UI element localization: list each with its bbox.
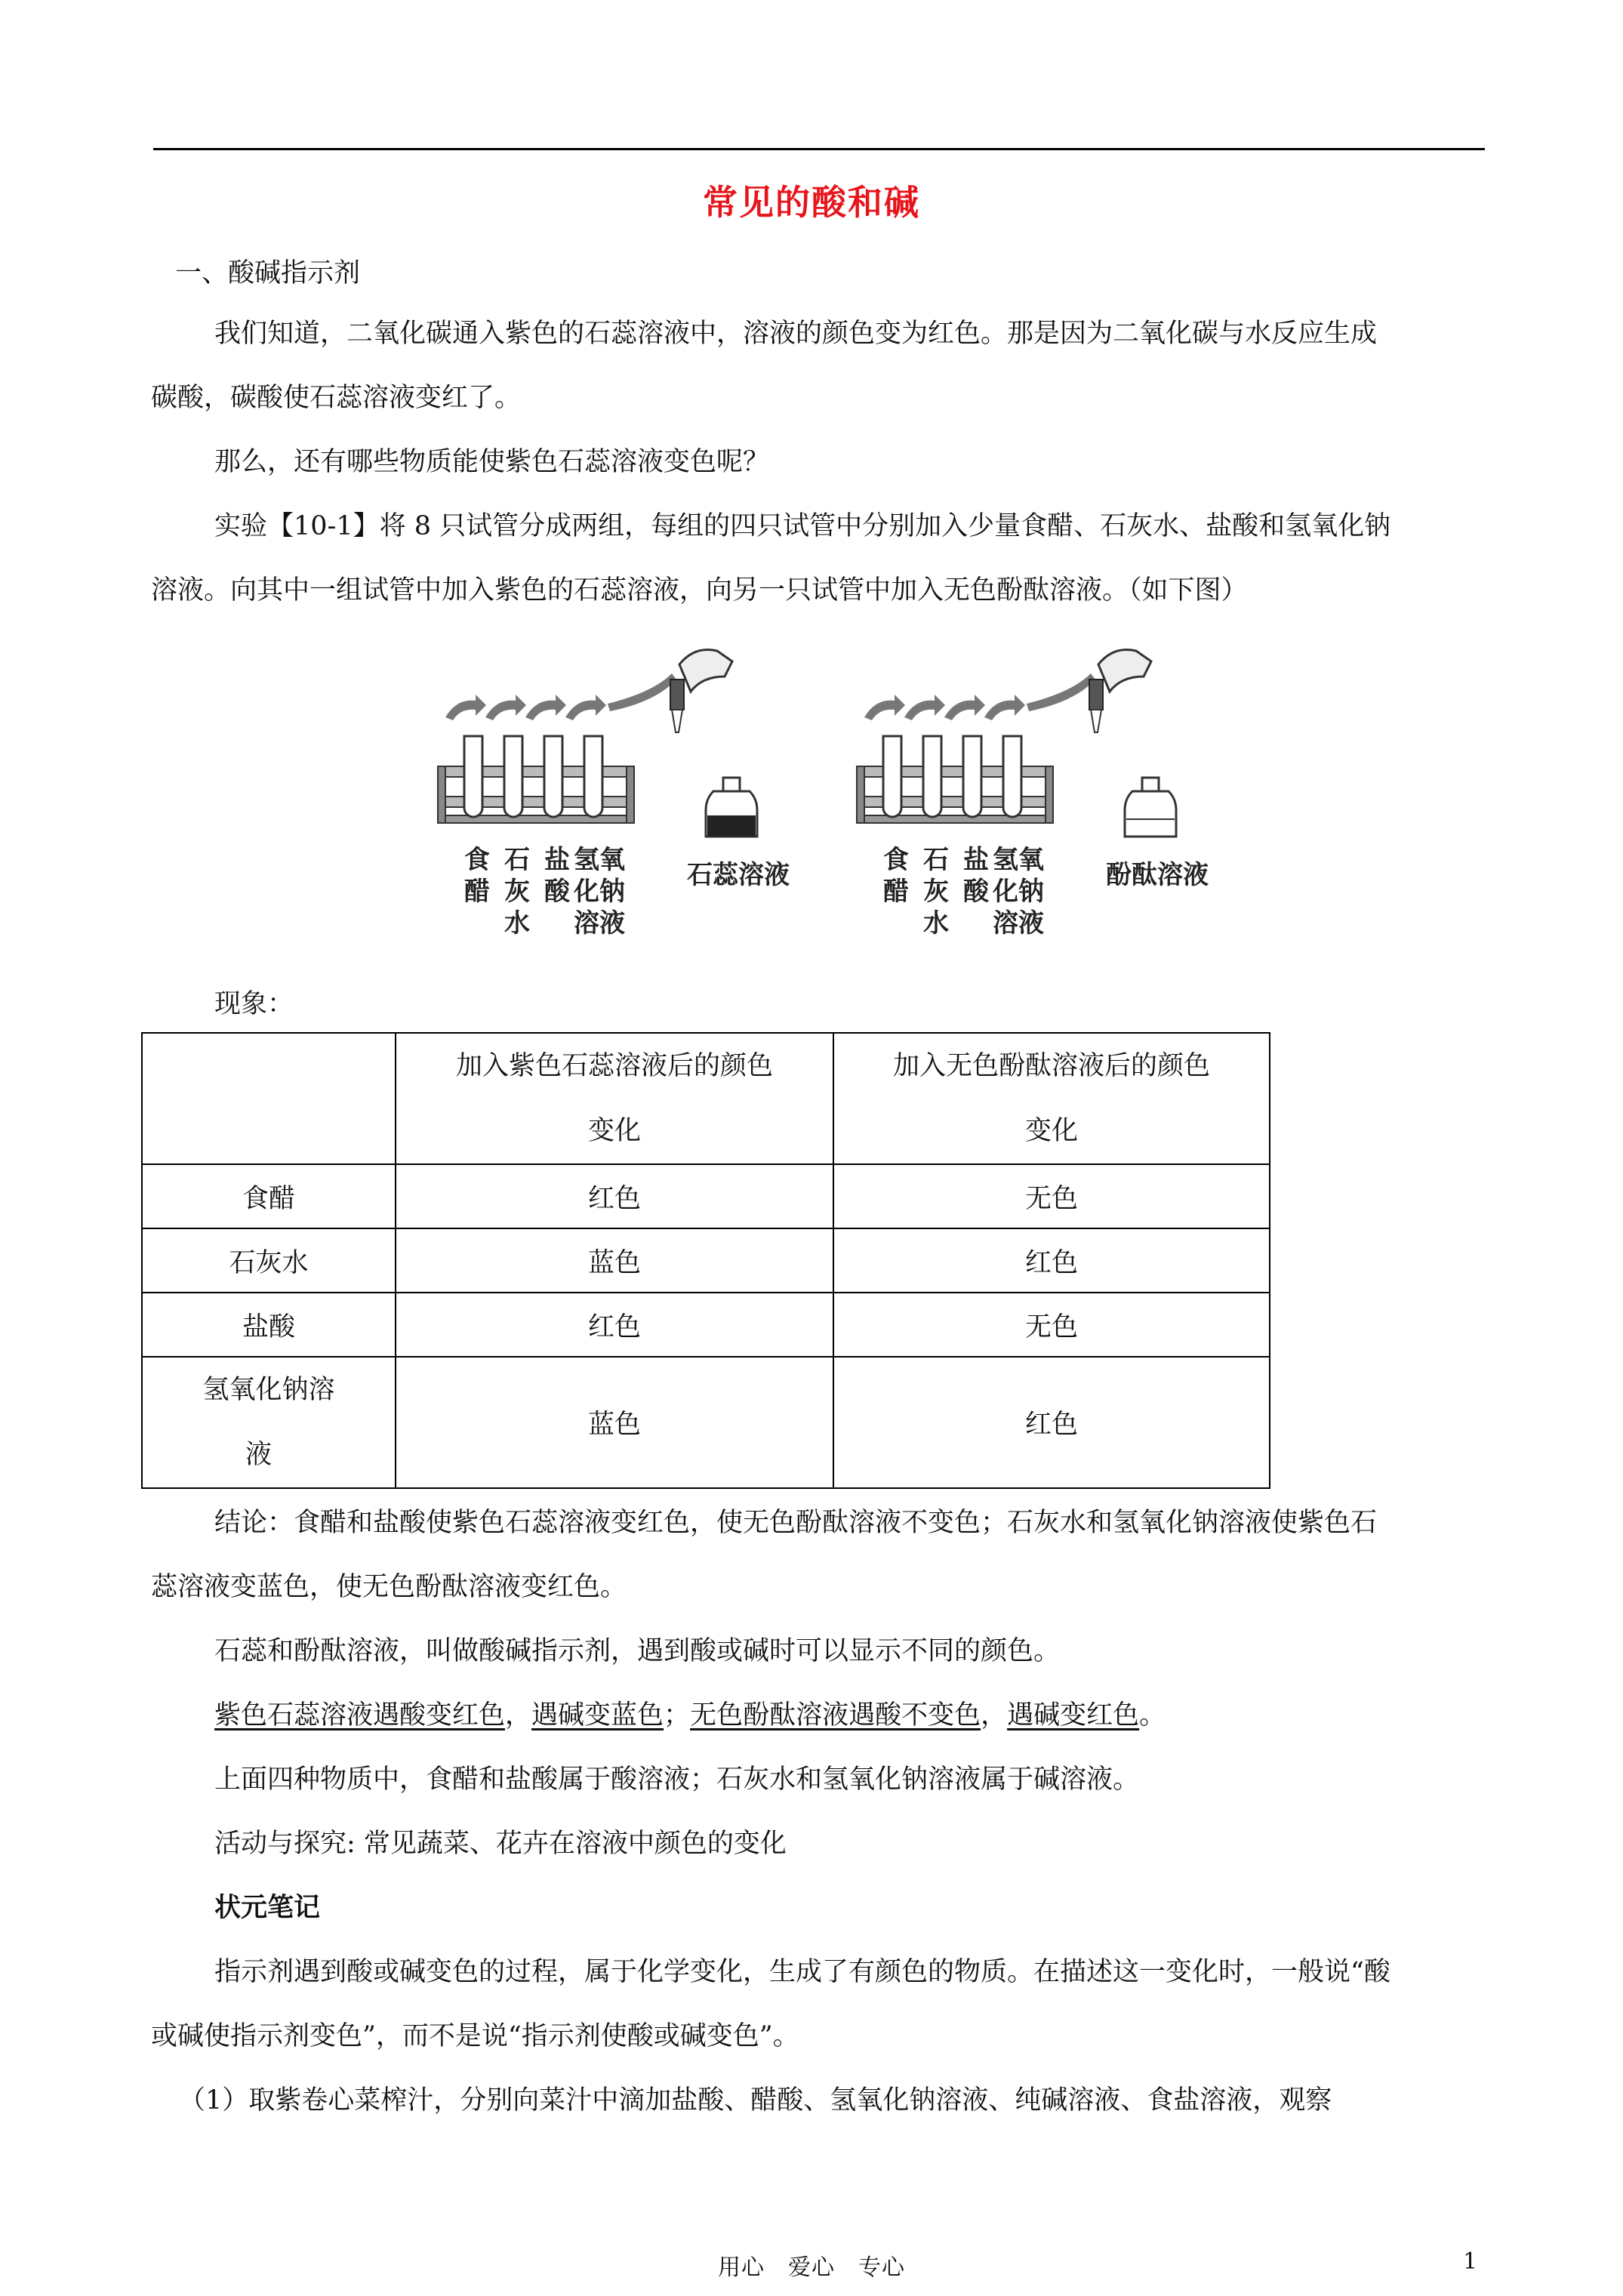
left-tube1-label-b: 醋	[464, 877, 490, 907]
phenolphthalein-bottle-icon	[1125, 778, 1176, 837]
table-header-litmus-line1: 加入紫色石蕊溶液后的颜色	[455, 1051, 773, 1081]
indicator-definition: 石蕊和酚酞溶液，叫做酸碱指示剂，遇到酸或碱时可以显示不同的颜色。	[214, 1636, 1061, 1666]
header-rule	[153, 148, 1485, 150]
left-tube2-label-b: 灰	[504, 877, 530, 907]
left-group	[438, 649, 790, 938]
left-arrows-icon	[445, 673, 676, 720]
table-cell-litmus: 红色	[396, 1293, 833, 1357]
conclusion-line1: 结论：食醋和盐酸使紫色石蕊溶液变红色，使无色酚酞溶液不变色；石灰水和氢氧化钠溶液使紫色石	[214, 1508, 1378, 1538]
table-cell-substance-line1: 氢氧化钠溶	[202, 1375, 335, 1405]
right-group	[857, 649, 1209, 938]
right-tube2-label-c: 水	[923, 908, 949, 938]
notes-line1: 指示剂遇到酸或碱变色的过程，属于化学变化，生成了有颜色的物质。在描述这一变化时，一般说“酸	[214, 1957, 1390, 1987]
table-row	[142, 1293, 1270, 1357]
table-cell-substance: 石灰水	[142, 1228, 396, 1293]
left-tube2-label-c: 水	[504, 908, 530, 938]
paragraph-question: 那么，还有哪些物质能使紫色石蕊溶液变色呢？	[214, 447, 770, 477]
right-arrows-icon	[864, 673, 1095, 720]
left-tube1-label-a: 食	[464, 845, 490, 875]
right-tube1-label-a: 食	[883, 845, 909, 875]
summary-phenol-base: 遇碱变红色	[1007, 1700, 1140, 1730]
right-tube3-label-b: 酸	[963, 877, 989, 907]
table-cell-phenol: 无色	[833, 1293, 1270, 1357]
right-tube2-label-b: 灰	[923, 877, 949, 907]
left-tube4-label-c: 溶液	[574, 908, 625, 938]
table-row	[142, 1357, 1270, 1488]
right-hand-dropper-icon	[1089, 649, 1151, 732]
table-cell-substance	[142, 1357, 396, 1488]
summary-sep: ，	[505, 1700, 532, 1730]
table-header-empty	[142, 1033, 396, 1164]
paragraph-intro-line2: 碳酸，碳酸使石蕊溶液变红了。	[151, 383, 522, 413]
table-cell-phenol: 无色	[833, 1164, 1270, 1228]
table-cell-phenol: 红色	[833, 1357, 1270, 1488]
page-title: 常见的酸和碱	[703, 182, 920, 223]
table-cell-phenol: 红色	[833, 1228, 1270, 1293]
summary-end: 。	[1139, 1700, 1166, 1730]
activity-heading: 活动与探究: 常见蔬菜、花卉在溶液中颜色的变化	[214, 1829, 787, 1859]
right-tube4-label-a: 氢氧	[993, 845, 1044, 875]
left-tube4-label-a: 氢氧	[574, 845, 625, 875]
summary-sep: ，	[981, 1700, 1008, 1730]
right-tube1-label-b: 醋	[883, 877, 909, 907]
left-tube3-label-a: 盐	[544, 845, 570, 875]
litmus-bottle-label: 石蕊溶液	[687, 860, 790, 890]
right-tube3-label-a: 盐	[963, 845, 989, 875]
table-header-phenol-line2: 变化	[1024, 1116, 1078, 1146]
indicator-summary	[214, 1699, 1166, 1732]
page-number: 1	[1463, 2248, 1478, 2275]
left-tube2-label-a: 石	[504, 845, 530, 875]
table-header-phenol	[833, 1033, 1270, 1164]
left-hand-dropper-icon	[670, 649, 732, 732]
litmus-bottle-icon	[706, 778, 757, 837]
conclusion-line2: 蕊溶液变蓝色，使无色酚酞溶液变红色。	[151, 1572, 627, 1602]
notes-heading: 状元笔记	[214, 1892, 321, 1923]
table-cell-substance: 食醋	[142, 1164, 396, 1228]
test-tube-illustration	[423, 634, 1215, 966]
phenolphthalein-bottle-label: 酚酞溶液	[1106, 860, 1209, 890]
observation-label: 现象：	[214, 989, 294, 1019]
paragraph-experiment-line1: 实验【10-1】将 8 只试管分成两组，每组的四只试管中分别加入少量食醋、石灰水、盐酸和氢氧化钠	[214, 511, 1391, 541]
step-1: （1）取紫卷心菜榨汁，分别向菜汁中滴加盐酸、醋酸、氢氧化钠溶液、纯碱溶液、食盐溶液，观察	[179, 2085, 1332, 2116]
table-header-phenol-line1: 加入无色酚酞溶液后的颜色	[892, 1051, 1210, 1081]
table-header-row	[142, 1033, 1270, 1164]
summary-litmus-acid: 紫色石蕊溶液遇酸变红色	[214, 1700, 506, 1730]
table-row	[142, 1228, 1270, 1293]
right-tube4-label-c: 溶液	[993, 908, 1044, 938]
left-tube3-label-b: 酸	[544, 877, 570, 907]
table-cell-litmus: 蓝色	[396, 1228, 833, 1293]
summary-phenol-acid: 无色酚酞溶液遇酸不变色	[690, 1700, 981, 1730]
table-cell-litmus: 蓝色	[396, 1357, 833, 1488]
table-header-litmus-line2: 变化	[587, 1116, 641, 1146]
section-heading: 一、酸碱指示剂	[175, 258, 361, 288]
left-tube4-label-b: 化钠	[574, 877, 625, 907]
table-header-litmus	[396, 1033, 833, 1164]
table-cell-substance-line2: 液	[245, 1440, 273, 1470]
paragraph-intro-line1: 我们知道，二氧化碳通入紫色的石蕊溶液中，溶液的颜色变为红色。那是因为二氧化碳与水反应生成	[214, 319, 1378, 349]
summary-litmus-base: 遇碱变蓝色	[531, 1700, 664, 1730]
experiment-figure	[423, 634, 1215, 966]
results-table	[141, 1032, 1270, 1489]
table-cell-litmus: 红色	[396, 1164, 833, 1228]
footer-motto: 用心 爱心 专心	[718, 2254, 905, 2281]
right-tube2-label-a: 石	[923, 845, 949, 875]
table-row	[142, 1164, 1270, 1228]
summary-sep: ；	[664, 1700, 691, 1730]
classification-paragraph: 上面四种物质中，食醋和盐酸属于酸溶液；石灰水和氢氧化钠溶液属于碱溶液。	[214, 1764, 1140, 1795]
paragraph-experiment-line2: 溶液。向其中一组试管中加入紫色的石蕊溶液，向另一只试管中加入无色酚酞溶液。（如下图）	[151, 575, 1248, 606]
table-cell-substance: 盐酸	[142, 1293, 396, 1357]
notes-line2: 或碱使指示剂变色”，而不是说“指示剂使酸或碱变色”。	[151, 2021, 799, 2051]
right-tube4-label-b: 化钠	[993, 877, 1044, 907]
